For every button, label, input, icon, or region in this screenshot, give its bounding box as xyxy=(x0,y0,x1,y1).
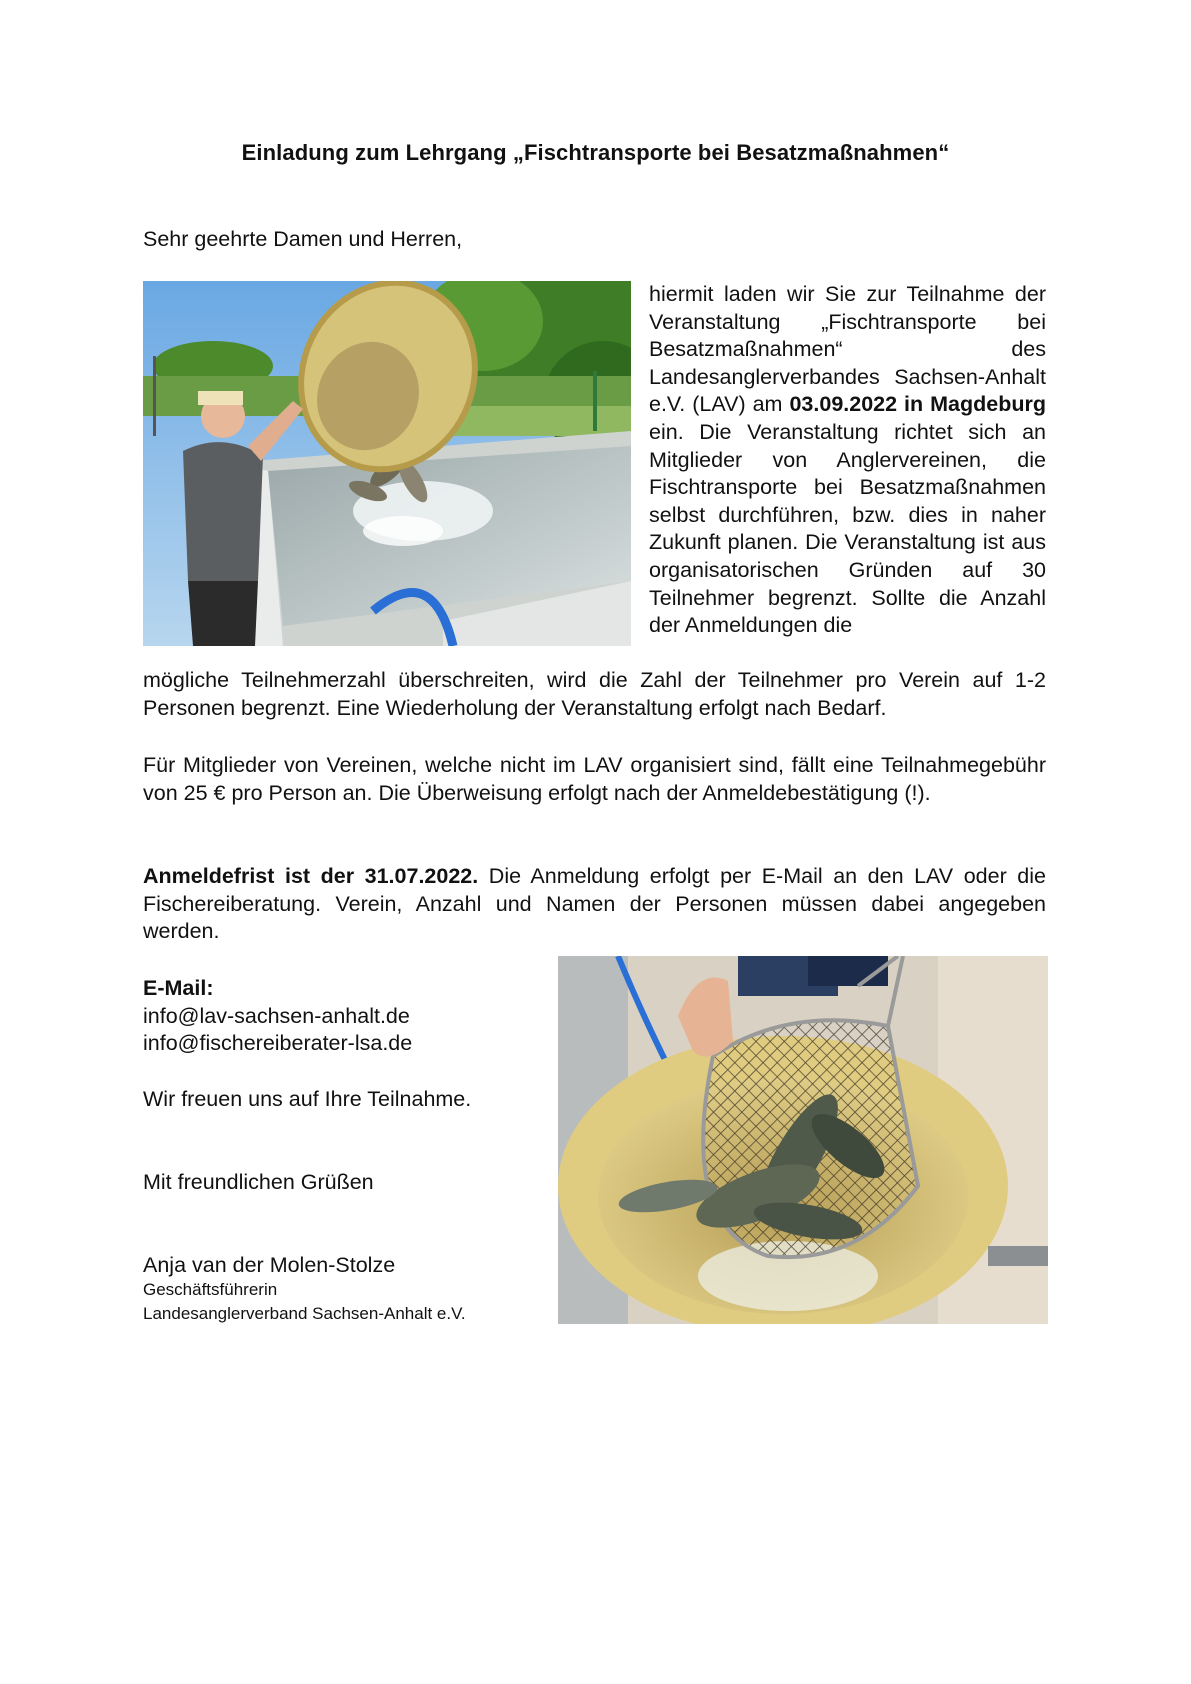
event-date-location: 03.09.2022 in Magdeburg xyxy=(789,392,1047,417)
signature-organization: Landesanglerverband Sachsen-Anhalt e.V. xyxy=(143,1304,466,1323)
fish-net-photo xyxy=(558,956,1048,1324)
fee-paragraph: Für Mitglieder von Vereinen, welche nicht im LAV organisiert sind, fällt eine Teilnahmegebühr von 25 € pro Person an. Die Überweisung erfolgt nach der Anmeldebestätigung (!). xyxy=(143,753,1046,805)
salutation: Sehr geehrte Damen und Herren, xyxy=(143,227,463,251)
signature-name: Anja van der Molen-Stolze xyxy=(143,1253,396,1277)
document-title: Einladung zum Lehrgang „Fischtransporte bei Besatzmaßnahmen“ xyxy=(241,140,950,165)
regards-line: Mit freundlichen Grüßen xyxy=(143,1170,374,1194)
signature-role: Geschäftsführerin xyxy=(143,1280,278,1299)
intro-paragraph xyxy=(649,281,1046,640)
deadline-label: Anmeldefrist ist der 31.07.2022. xyxy=(143,864,479,888)
deadline-text: Die Anmeldung erfolgt per E-Mail an den LAV oder die Fischereiberatung. Verein, Anzahl und Namen der Personen müssen dabei angegeben werden. xyxy=(143,864,1046,944)
email-lav[interactable]: info@lav-sachsen-anhalt.de xyxy=(143,1003,410,1028)
deadline-paragraph xyxy=(143,863,1046,946)
intro-text-part1: hiermit laden wir Sie zur Teilnahme der Veranstaltung „Fischtransporte bei Besatzmaßnahmen“ des Landesanglerverbandes Sachsen-Anhalt e.V. (LAV) am xyxy=(649,282,1046,417)
intro-text-part2: ein. Die Veranstaltung richtet sich an Mitglieder von Anglervereinen, die Fischtransporte bei Besatzmaßnahmen selbst durchführen, bzw. dies in naher Zukunft planen. Die Veranstaltung ist aus organisatorischen Gründen auf 30 Teilnehmer begrenzt. Sollte die Anzahl der Anmeldungen die xyxy=(649,419,1046,638)
thanks-line: Wir freuen uns auf Ihre Teilnahme. xyxy=(143,1087,472,1111)
contact-block xyxy=(143,975,412,1058)
fish-transport-photo xyxy=(143,281,631,646)
intro-continuation: mögliche Teilnehmerzahl überschreiten, wird die Zahl der Teilnehmer pro Verein auf 1-2 Personen begrenzt. Eine Wiederholung der Veranstaltung erfolgt nach Bedarf. xyxy=(143,668,1046,720)
email-fischereiberater[interactable]: info@fischereiberater-lsa.de xyxy=(143,1031,413,1056)
email-label: E-Mail: xyxy=(143,976,214,1000)
